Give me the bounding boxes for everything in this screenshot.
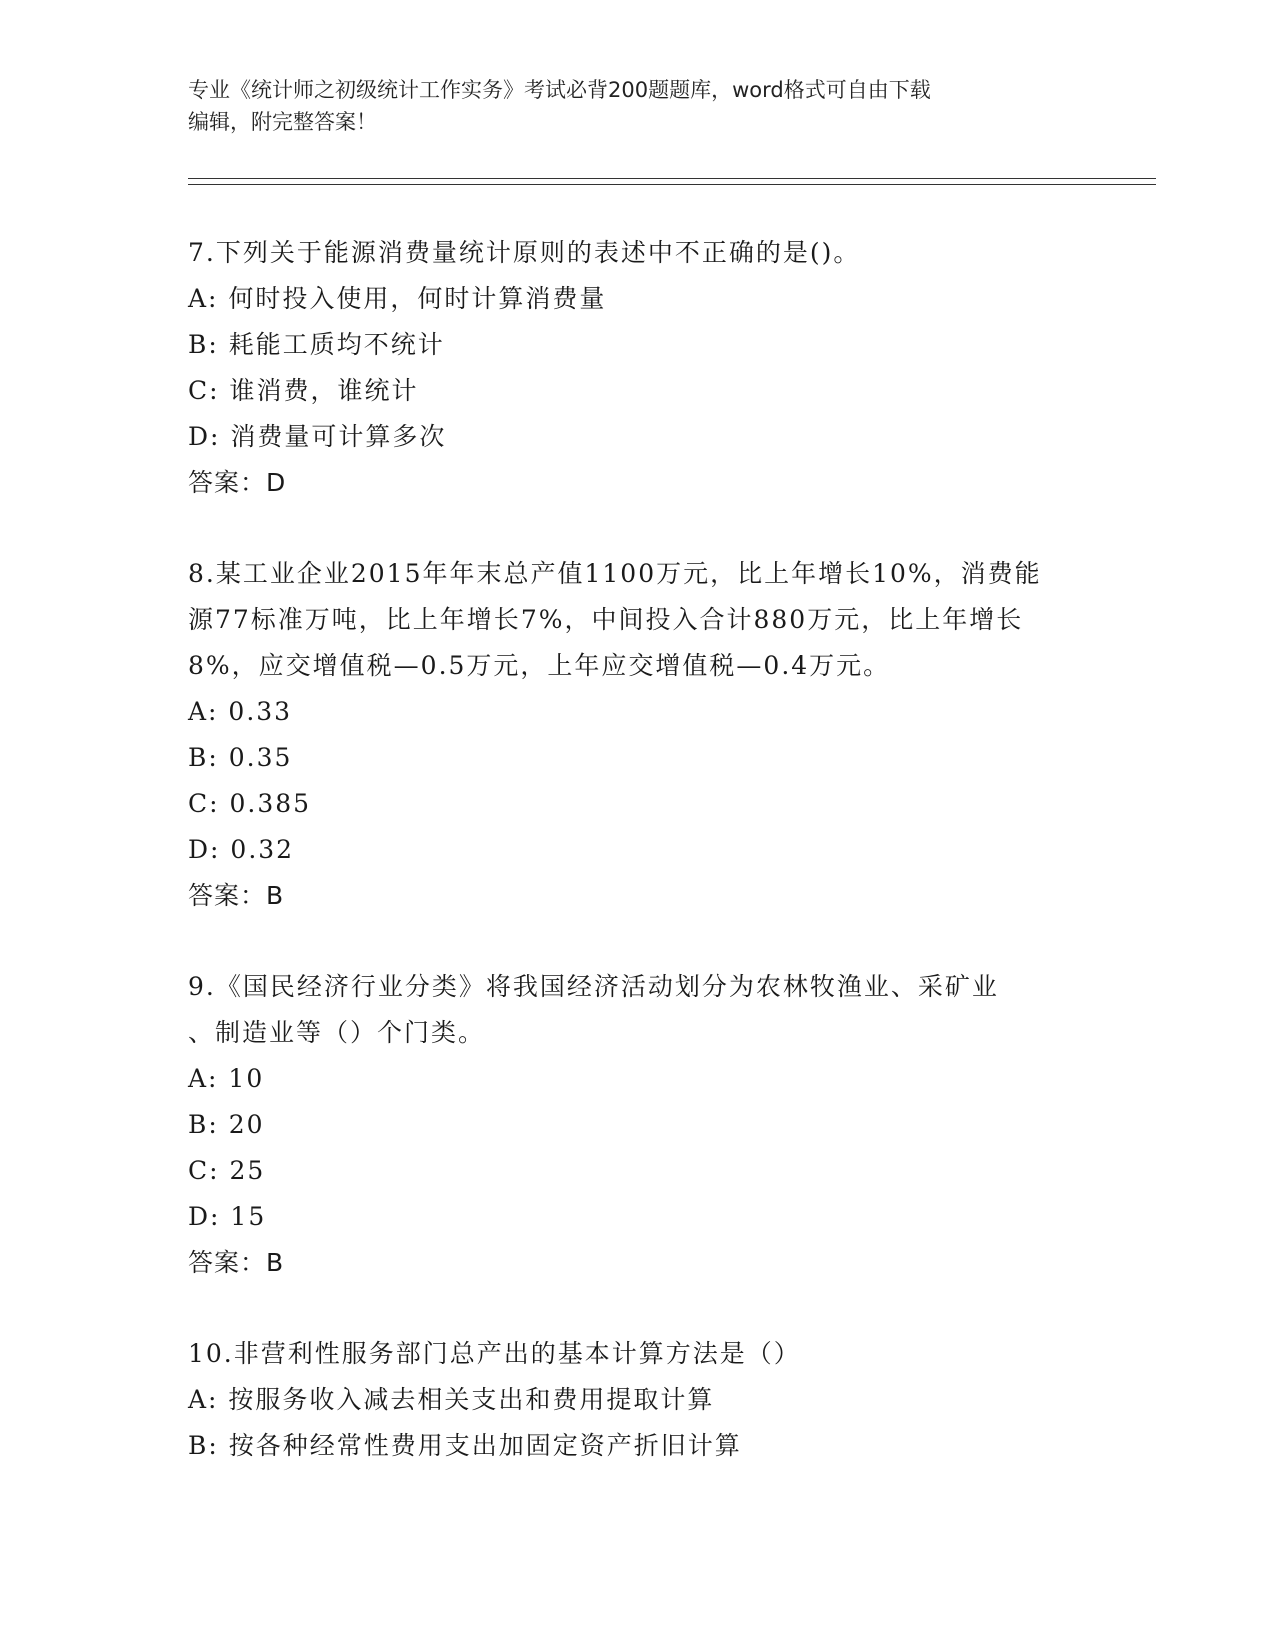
option-d: D: 消费量可计算多次 xyxy=(188,422,447,451)
option-a: A: 10 xyxy=(188,1064,265,1093)
answer: 答案：B xyxy=(188,881,285,910)
option-b: B: 耗能工质均不统计 xyxy=(188,330,445,359)
header-rule-bottom xyxy=(188,184,1156,185)
header-line-1: 专业《统计师之初级统计工作实务》考试必背200题题库，word格式可自由下载 xyxy=(188,78,931,102)
question-stem-line: 9.《国民经济行业分类》将我国经济活动划分为农林牧渔业、采矿业 xyxy=(188,972,999,1001)
question-stem-line: 8%，应交增值税—0.5万元，上年应交增值税—0.4万元。 xyxy=(188,651,891,680)
option-c: C: 0.385 xyxy=(188,789,312,818)
document-header xyxy=(188,74,1068,138)
answer: 答案：D xyxy=(188,468,287,497)
question-stem-line: 、制造业等（）个门类。 xyxy=(188,1018,486,1047)
question-stem-line: 8.某工业企业2015年年末总产值1100万元，比上年增长10%，消费能 xyxy=(188,559,1042,588)
question-8 xyxy=(188,551,1088,919)
option-b: B: 0.35 xyxy=(188,743,293,772)
question-9 xyxy=(188,964,1088,1286)
option-c: C: 25 xyxy=(188,1156,266,1185)
question-stem-line: 10.非营利性服务部门总产出的基本计算方法是（） xyxy=(188,1339,801,1368)
option-d: D: 0.32 xyxy=(188,835,295,864)
question-10 xyxy=(188,1331,1088,1469)
option-a: A: 0.33 xyxy=(188,697,293,726)
question-7 xyxy=(188,230,1088,506)
question-spacer xyxy=(188,506,1088,551)
option-b: B: 20 xyxy=(188,1110,265,1139)
option-b: B: 按各种经常性费用支出加固定资产折旧计算 xyxy=(188,1431,742,1460)
question-spacer xyxy=(188,919,1088,964)
question-stem-line: 7.下列关于能源消费量统计原则的表述中不正确的是()。 xyxy=(188,238,861,267)
option-d: D: 15 xyxy=(188,1202,267,1231)
question-stem-line: 源77标准万吨，比上年增长7%，中间投入合计880万元，比上年增长 xyxy=(188,605,1024,634)
question-spacer xyxy=(188,1286,1088,1331)
question-list xyxy=(188,230,1088,1469)
option-a: A: 按服务收入减去相关支出和费用提取计算 xyxy=(188,1385,715,1414)
header-rule-top xyxy=(188,178,1156,179)
header-line-2: 编辑，附完整答案！ xyxy=(188,110,377,134)
option-c: C: 谁消费，谁统计 xyxy=(188,376,419,405)
answer: 答案：B xyxy=(188,1248,285,1277)
option-a: A: 何时投入使用，何时计算消费量 xyxy=(188,284,607,313)
